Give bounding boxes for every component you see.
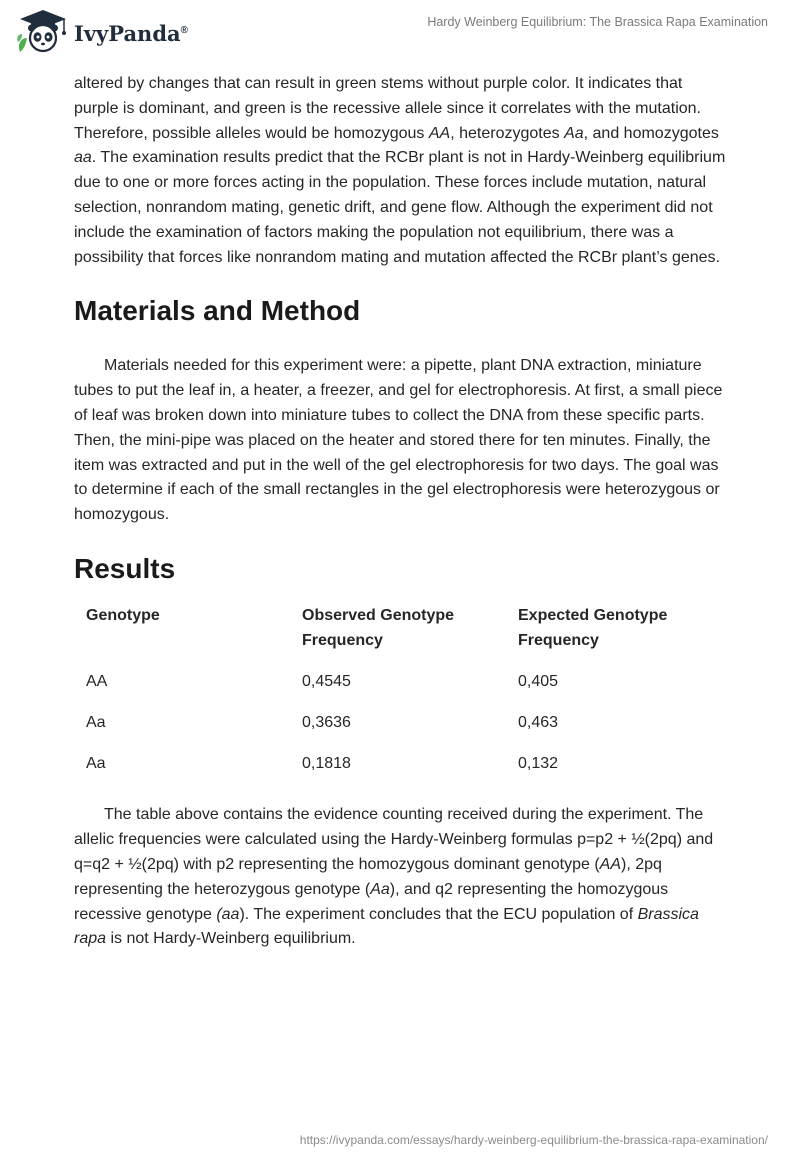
table-cell: 0,463	[518, 713, 559, 731]
document-title: Hardy Weinberg Equilibrium: The Brassica Rapa Examination	[427, 15, 768, 29]
results-heading: Results	[74, 552, 176, 584]
panda-graduate-icon	[14, 8, 72, 54]
table-cell: Aa	[86, 755, 106, 773]
logo-wordmark: IvyPanda®	[74, 20, 188, 46]
essay-content	[74, 72, 726, 952]
results-paragraph: The table above contains the evidence counting received during the experiment. The allelic frequencies were calculated using the Hardy-Weinberg formulas p=p2 + ½(2pq) and q=q2 + ½(2pq) with p2 representing the homozygous dominant genotype (AA), 2pq representing the heterozygous genotype (Aa), and q2 representing the homozygous recessive genotype (aa). The experiment concludes that the ECU population of Brassica rapa is not Hardy-Weinberg equilibrium.	[74, 806, 714, 948]
table-cell: 0,4545	[302, 672, 351, 690]
page-header	[0, 0, 800, 68]
genotype-frequency-table	[74, 604, 724, 793]
table-row	[74, 670, 724, 711]
table-cell: 0,132	[518, 755, 559, 773]
table-cell: AA	[86, 672, 108, 690]
table-header-cell: Genotype	[86, 606, 160, 624]
table-row	[74, 711, 724, 752]
table-cell: 0,1818	[302, 755, 351, 773]
registered-mark: ®	[180, 24, 188, 36]
table-row	[74, 752, 724, 793]
ivypanda-logo[interactable]	[14, 8, 188, 54]
table-header-row	[74, 604, 724, 670]
table-header-cell: Expected Genotype Frequency	[518, 606, 668, 649]
table-cell: 0,405	[518, 672, 559, 690]
table-cell: 0,3636	[302, 713, 351, 731]
materials-paragraph: Materials needed for this experiment were: a pipette, plant DNA extraction, miniature tubes to put the leaf in, a heater, a freezer, and gel for electrophoresis. At first, a small piece of leaf was broken down into miniature tubes to collect the DNA from these specific parts. Then, the mini-pipe was placed on the heater and stored there for ten minutes. Finally, the item was extracted and put in the well of the gel electrophoresis for two days. The goal was to determine if each of the small rectangles in the gel electrophoresis were heterozygous or homozygous.	[74, 357, 723, 524]
table-cell: Aa	[86, 713, 106, 731]
intro-paragraph: altered by changes that can result in green stems without purple color. It indicates that purple is dominant, and green is the recessive allele since it correlates with the mutation. Therefore, possible alleles would be homozygous AA, heterozygotes Aa, and homozygotes aa. The examination results predict that the RCBr plant is not in Hardy-Weinberg equilibrium due to one or more forces acting in the population. These forces include mutation, natural selection, nonrandom mating, genetic drift, and gene flow. Although the experiment did not include the examination of factors making the population not equilibrium, there was a possibility that forces like nonrandom mating and mutation affected the RCBr plant’s genes.	[74, 75, 726, 266]
materials-heading: Materials and Method	[74, 295, 361, 327]
source-url-link[interactable]: https://ivypanda.com/essays/hardy-weinberg-equilibrium-the-brassica-rapa-examination/	[299, 1133, 768, 1147]
table-header-cell: Observed Genotype Frequency	[302, 606, 455, 649]
